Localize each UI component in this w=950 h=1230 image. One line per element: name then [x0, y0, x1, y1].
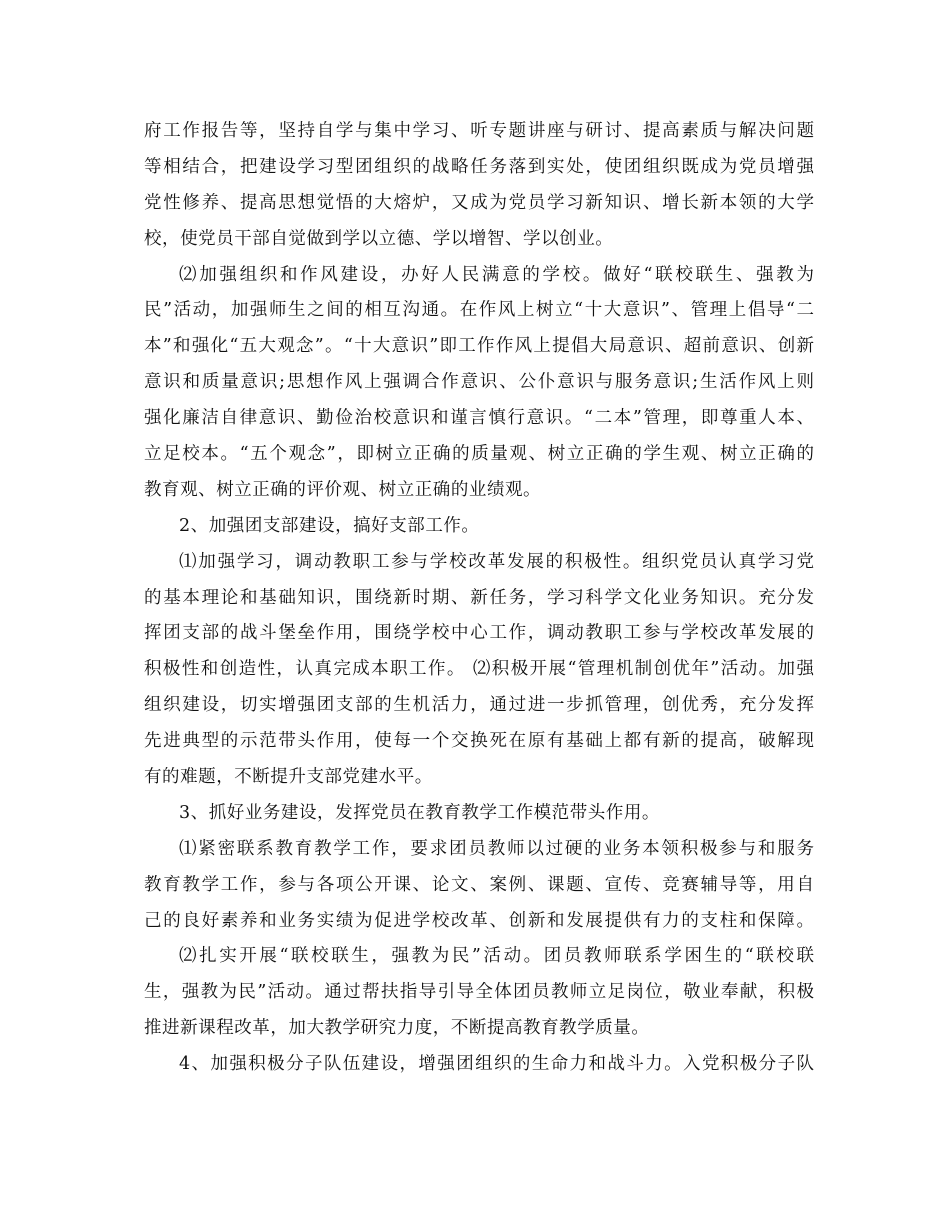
text-line: ⑴紧密联系教育教学工作，要求团员教师以过硬的业务本领积极参与和服务 — [179, 838, 814, 859]
text-line: 强化廉洁自律意识、勤俭治校意识和谨言慎行意识。“二本”管理，即尊重人本、 — [144, 408, 814, 429]
text-line: 府工作报告等，坚持自学与集中学习、听专题讲座与研讨、提高素质与解决问题 — [144, 121, 814, 141]
text-line: 等相结合，把建设学习型团组织的战略任务落到实处，使团组织既成为党员增强 — [144, 156, 814, 177]
text-line: 教育教学工作，参与各项公开课、论文、案例、课题、宣传、竞赛辅导等，用自 — [144, 874, 814, 895]
text-line: 2、加强团支部建设，搞好支部工作。 — [179, 515, 480, 536]
text-line: ⑵加强组织和作风建设，办好人民满意的学校。做好“联校联生、强教为 — [179, 264, 814, 285]
text-line: 意识和质量意识;思想作风上强调合作意识、公仆意识与服务意识;生活作风上则 — [144, 372, 814, 393]
text-line: 己的良好素养和业务实绩为促进学校改革、创新和发展提供有力的支柱和保障。 — [144, 910, 814, 931]
text-line: 教育观、树立正确的评价观、树立正确的业绩观。 — [144, 479, 542, 500]
text-line: 有的难题，不断提升支部党建水平。 — [144, 767, 433, 788]
text-line: 3、抓好业务建设，发挥党员在教育教学工作模范带头作用。 — [179, 802, 660, 823]
text-line: 党性修养、提高思想觉悟的大熔炉，又成为党员学习新知识、增长新本领的大学 — [144, 192, 814, 213]
text-line: 立足校本。“五个观念”，即树立正确的质量观、树立正确的学生观、树立正确的 — [144, 444, 814, 465]
text-line: 本”和强化“五大观念”。“十大意识”即工作作风上提倡大局意识、超前意识、创新 — [144, 336, 814, 357]
text-line: 推进新课程改革，加大教学研究力度，不断提高教育教学质量。 — [144, 1018, 650, 1039]
text-line: 民”活动，加强师生之间的相互沟通。在作风上树立“十大意识”、管理上倡导“二 — [144, 300, 814, 321]
text-line: 校，使党员干部自觉做到学以立德、学以增智、学以创业。 — [144, 228, 614, 249]
text-line: ⑵扎实开展“联校联生，强教为民”活动。团员教师联系学困生的“联校联 — [179, 946, 814, 967]
document-body-text — [144, 114, 814, 1083]
text-line: 的基本理论和基础知识，围绕新时期、新任务，学习科学文化业务知识。充分发 — [144, 587, 814, 608]
text-line: 组织建设，切实增强团支部的生机活力，通过进一步抓管理，创优秀，充分发挥 — [144, 695, 814, 716]
text-line: 4、加强积极分子队伍建设，增强团组织的生命力和战斗力。入党积极分子队 — [179, 1054, 814, 1075]
text-line: 挥团支部的战斗堡垒作用，围绕学校中心工作，调动教职工参与学校改革发展的 — [144, 623, 814, 644]
text-line: 生，强教为民”活动。通过帮扶指导引导全体团员教师立足岗位，敬业奉献，积极 — [144, 982, 814, 1003]
text-line: 积极性和创造性，认真完成本职工作。 ⑵积极开展“管理机制创优年”活动。加强 — [144, 659, 814, 680]
text-line: ⑴加强学习，调动教职工参与学校改革发展的积极性。组织党员认真学习党 — [179, 551, 814, 572]
text-line: 先进典型的示范带头作用，使每一个交换死在原有基础上都有新的提高，破解现 — [144, 731, 814, 752]
